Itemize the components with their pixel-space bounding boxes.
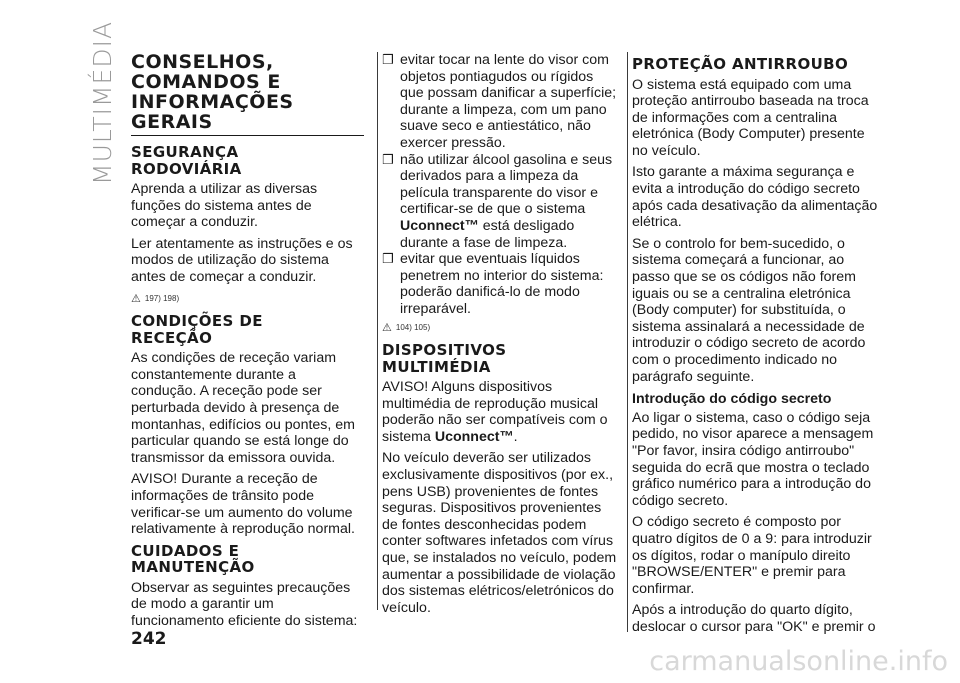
- checkbox-bullet-icon: ❒: [382, 151, 394, 167]
- warning-triangle-icon: ⚠: [382, 321, 392, 334]
- page-number: 242: [131, 629, 167, 649]
- paragraph: Isto garante a máxima segurança e evita a introdução do código secreto após cada desativação da alimentação elétrica.: [632, 164, 878, 231]
- heading-care: CUIDADOS E MANUTENÇÃO: [131, 541, 255, 577]
- heading-reception: CONDIÇÕES DE RECEÇÃO: [131, 312, 263, 347]
- warning-reference: ⚠ 104) 105): [382, 320, 618, 337]
- paragraph: Se o controlo for bem-sucedido, o sistema começará a funcionar, ao passo que se os códigos não forem iguais ou se a centralina eletrónica (Body computer) for substituída, o sistema assinalará a necessidade de introduzir o código secreto de acordo com o procedimento indicado no parágrafo seguinte.: [632, 235, 866, 385]
- heading-multimedia-devices: DISPOSITIVOS MULTIMÉDIA: [382, 341, 507, 376]
- paragraph: Observar as seguintes precauções de modo a garantir um funcionamento eficiente do sistema:: [131, 579, 358, 629]
- warning-reference: ⚠ 197) 198): [131, 291, 364, 308]
- paragraph: AVISO! Durante a receção de informações de trânsito pode verificar-se um aumento do volume relativamente à reprodução normal.: [131, 471, 355, 538]
- paragraph: Aprenda a utilizar as diversas funções do sistema antes de começar a conduzir.: [131, 181, 318, 231]
- paragraph: Ao ligar o sistema, caso o código seja pedido, no visor aparece a mensagem "Por favor, insira código antirroubo" seguida do ecrã que mostra o teclado gráfico numérico para a introdução do código secreto.: [632, 409, 874, 509]
- list-item: ❒ não utilizar álcool gasolina e seus derivados para a limpeza da película transparente do visor e certificar-se de que o sistema Uconnect™ está desligado durante a fase de limpeza.: [382, 151, 613, 251]
- paragraph: O código secreto é composto por quatro dígitos de 0 a 9: para introduzir os dígitos, rodar o manípulo direito "BROWSE/ENTER" e premir para confirmar.: [632, 514, 872, 597]
- heading-secret-code: Introdução do código secreto: [632, 391, 832, 408]
- paragraph: As condições de receção variam constantemente durante a condução. A receção pode ser perturbada devido à presença de montanhas, edifícios ou pontes, em particular quando se está longe do transmissor da emissora ouvida.: [131, 350, 355, 466]
- column-divider: [377, 52, 378, 610]
- checkbox-bullet-icon: ❒: [382, 251, 394, 267]
- checkbox-bullet-icon: ❒: [382, 52, 394, 67]
- warning-triangle-icon: ⚠: [131, 292, 141, 305]
- paragraph: No veículo deverão ser utilizados exclusivamente dispositivos (por ex., pens USB) provenientes de fontes seguras. Dispositivos provenientes de fontes desconhecidas podem conter softwares infetados com vírus que, se instalados no veículo, podem aumentar a possibilidade de violação dos sistemas elétricos/eletrónicos do veículo.: [382, 450, 617, 616]
- main-heading: CONSELHOS, COMANDOS E INFORMAÇÕES GERAIS: [131, 52, 364, 136]
- heading-antitheft: PROTEÇÃO ANTIRROUBO: [632, 55, 849, 73]
- column-1: [131, 52, 364, 634]
- heading-road-safety: SEGURANÇA RODOVIÁRIA: [131, 143, 242, 178]
- list-item: ❒ evitar tocar na lente do visor com objetos pontiagudos ou rígidos que possam danificar a superfície; durante a limpeza, com um pano suave seco e antiestático, não exercer pressão.: [382, 52, 617, 151]
- paragraph: Após a introdução do quarto dígito, deslocar o cursor para "OK" e premir o: [632, 602, 876, 635]
- list-item: ❒ evitar que eventuais líquidos penetrem no interior do sistema: poderão danificá-lo de modo irreparável.: [382, 251, 604, 317]
- column-divider: [627, 52, 628, 632]
- column-3: [632, 52, 880, 641]
- paragraph: Ler atentamente as instruções e os modos de utilização do sistema antes de começar a conduzir.: [131, 235, 353, 285]
- paragraph: O sistema está equipado com uma proteção antirroubo baseada na troca de informações com a centralina eletrónica (Body Computer) presente no veículo.: [632, 76, 869, 159]
- section-side-label: MULTIMÉDIA: [88, 20, 117, 185]
- column-2: [382, 52, 618, 621]
- watermark: carmanualsonline.info: [649, 646, 948, 677]
- paragraph: AVISO! Alguns dispositivos multimédia de reprodução musical poderão não ser compatíveis com o sistema Uconnect™.: [382, 379, 608, 445]
